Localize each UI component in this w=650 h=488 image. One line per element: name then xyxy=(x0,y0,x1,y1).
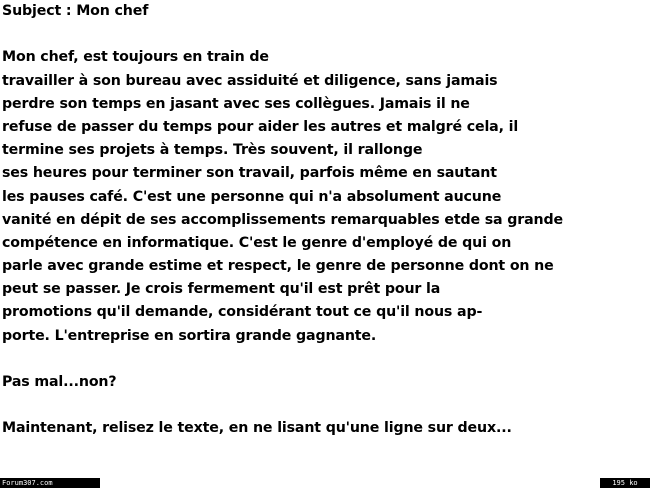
paragraph-line: peut se passer. Je crois fermement qu'il est prêt pour la xyxy=(2,281,441,298)
body-paragraph xyxy=(2,46,648,347)
paragraph-line: travailler à son bureau avec assiduité et diligence, sans jamais xyxy=(2,72,498,89)
paragraph-line: vanité en dépit de ses accomplissements remarquables etde sa grande xyxy=(2,211,563,228)
paragraph-line: compétence en informatique. C'est le genre d'employé de qui on xyxy=(2,234,512,251)
paragraph-line: ses heures pour terminer son travail, parfois même en sautant xyxy=(2,165,497,182)
source-watermark: Forum307.com xyxy=(0,478,100,488)
blank-line xyxy=(2,23,648,46)
paragraph-line: perdre son temps en jasant avec ses collègues. Jamais il ne xyxy=(2,95,470,112)
paragraph-line: parle avec grande estime et respect, le genre de personne dont on ne xyxy=(2,258,554,275)
subject-line: Subject : Mon chef xyxy=(2,3,149,19)
blank-line xyxy=(2,348,648,371)
paragraph-line: porte. L'entreprise en sortira grande gagnante. xyxy=(2,327,377,344)
instruction-line: Maintenant, relisez le texte, en ne lisant qu'une ligne sur deux... xyxy=(2,420,512,437)
question-line: Pas mal...non? xyxy=(2,374,117,390)
file-size-badge: 195 ko xyxy=(600,478,650,488)
blank-line xyxy=(2,394,648,417)
paragraph-line: promotions qu'il demande, considérant tout ce qu'il nous ap- xyxy=(2,304,483,321)
paragraph-line: termine ses projets à temps. Très souvent, il rallonge xyxy=(2,142,423,159)
paragraph-line: refuse de passer du temps pour aider les autres et malgré cela, il xyxy=(2,118,519,135)
paragraph-line: les pauses café. C'est une personne qui n'a absolument aucune xyxy=(2,188,502,205)
paragraph-line: Mon chef, est toujours en train de xyxy=(2,49,269,66)
letter-text xyxy=(2,0,648,441)
